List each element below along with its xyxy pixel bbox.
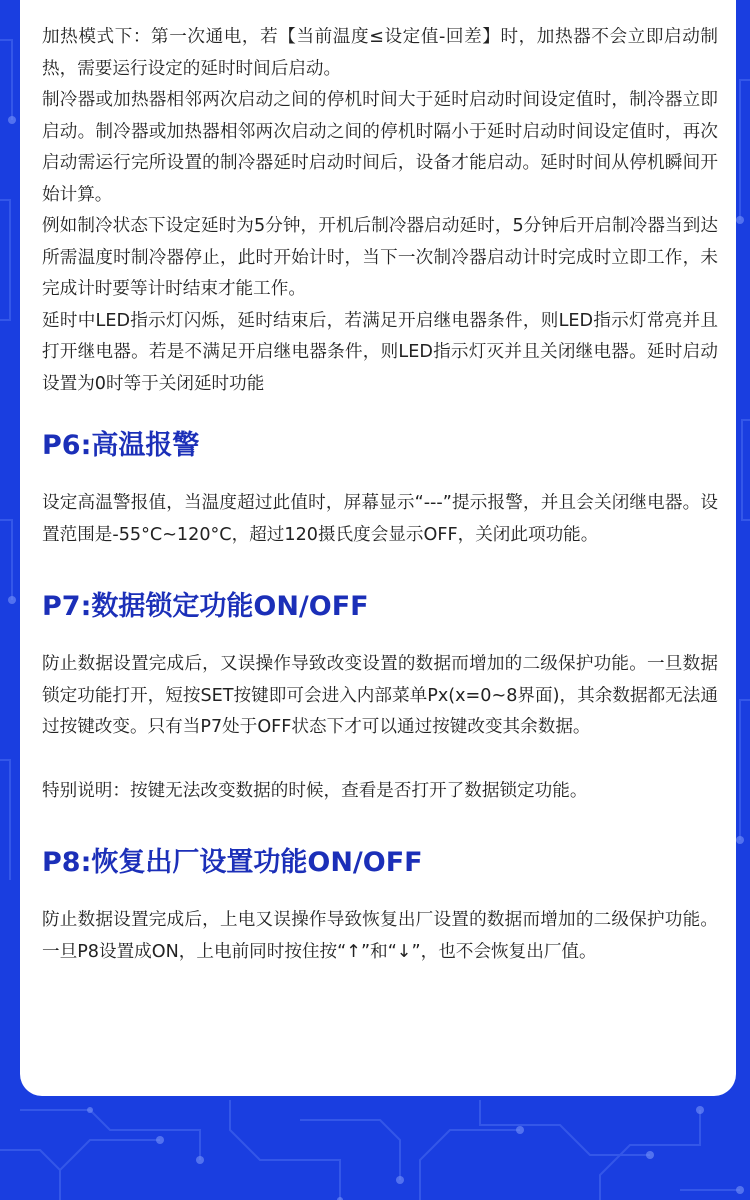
p7-body: 防止数据设置完成后，又误操作导致改变设置的数据而增加的二级保护功能。一旦数据锁定功能打开，短按SET按键即可会进入内部菜单Px(x=0~8界面)，其余数据都无法通过按键改变。只有当P7处于OFF状态下才可以通过按键改变其余数据。 <box>42 654 718 737</box>
p8-body: 防止数据设置完成后，上电又误操作导致恢复出厂设置的数据而增加的二级保护功能。一旦P8设置成ON，上电前同时按住按“↑”和“↓”，也不会恢复出厂值。 <box>42 910 718 962</box>
p6-heading: P6:高温报警 <box>42 430 200 461</box>
intro-section <box>42 22 718 400</box>
p7-special-note: 特别说明：按键无法改变数据的时候，查看是否打开了数据锁定功能。 <box>42 780 588 801</box>
intro-paragraph-led: 延时中LED指示灯闪烁，延时结束后，若满足开启继电器条件，则LED指示灯常亮并且打开继电器。若是不满足开启继电器条件，则LED指示灯灭并且关闭继电器。延时启动设置为0时等于关闭延时功能 <box>42 310 718 394</box>
intro-paragraph-heating: 加热模式下：第一次通电，若【当前温度≤设定值-回差】时，加热器不会立即启动制热，需要运行设定的延时时间后启动。 <box>42 27 718 79</box>
content-card <box>20 0 736 1096</box>
p8-heading: P8:恢复出厂设置功能ON/OFF <box>42 847 423 878</box>
intro-paragraph-stop-time: 制冷器或加热器相邻两次启动之间的停机时间大于延时启动时间设定值时，制冷器立即启动。制冷器或加热器相邻两次启动之间的停机时隔小于延时启动时间设定值时，再次启动需运行完所设置的制冷器延时启动时间后，设备才能启动。延时时间从停机瞬间开始计算。 <box>42 90 718 205</box>
p6-body: 设定高温警报值，当温度超过此值时，屏幕显示“---”提示报警，并且会关闭继电器。设置范围是-55°C~120°C，超过120摄氏度会显示OFF，关闭此项功能。 <box>42 493 718 545</box>
p7-heading: P7:数据锁定功能ON/OFF <box>42 591 369 622</box>
intro-paragraph-example: 例如制冷状态下设定延时为5分钟，开机后制冷器启动延时，5分钟后开启制冷器当到达所需温度时制冷器停止，此时开始计时，当下一次制冷器启动计时完成时立即工作，未完成计时要等计时结束才能工作。 <box>42 216 718 299</box>
